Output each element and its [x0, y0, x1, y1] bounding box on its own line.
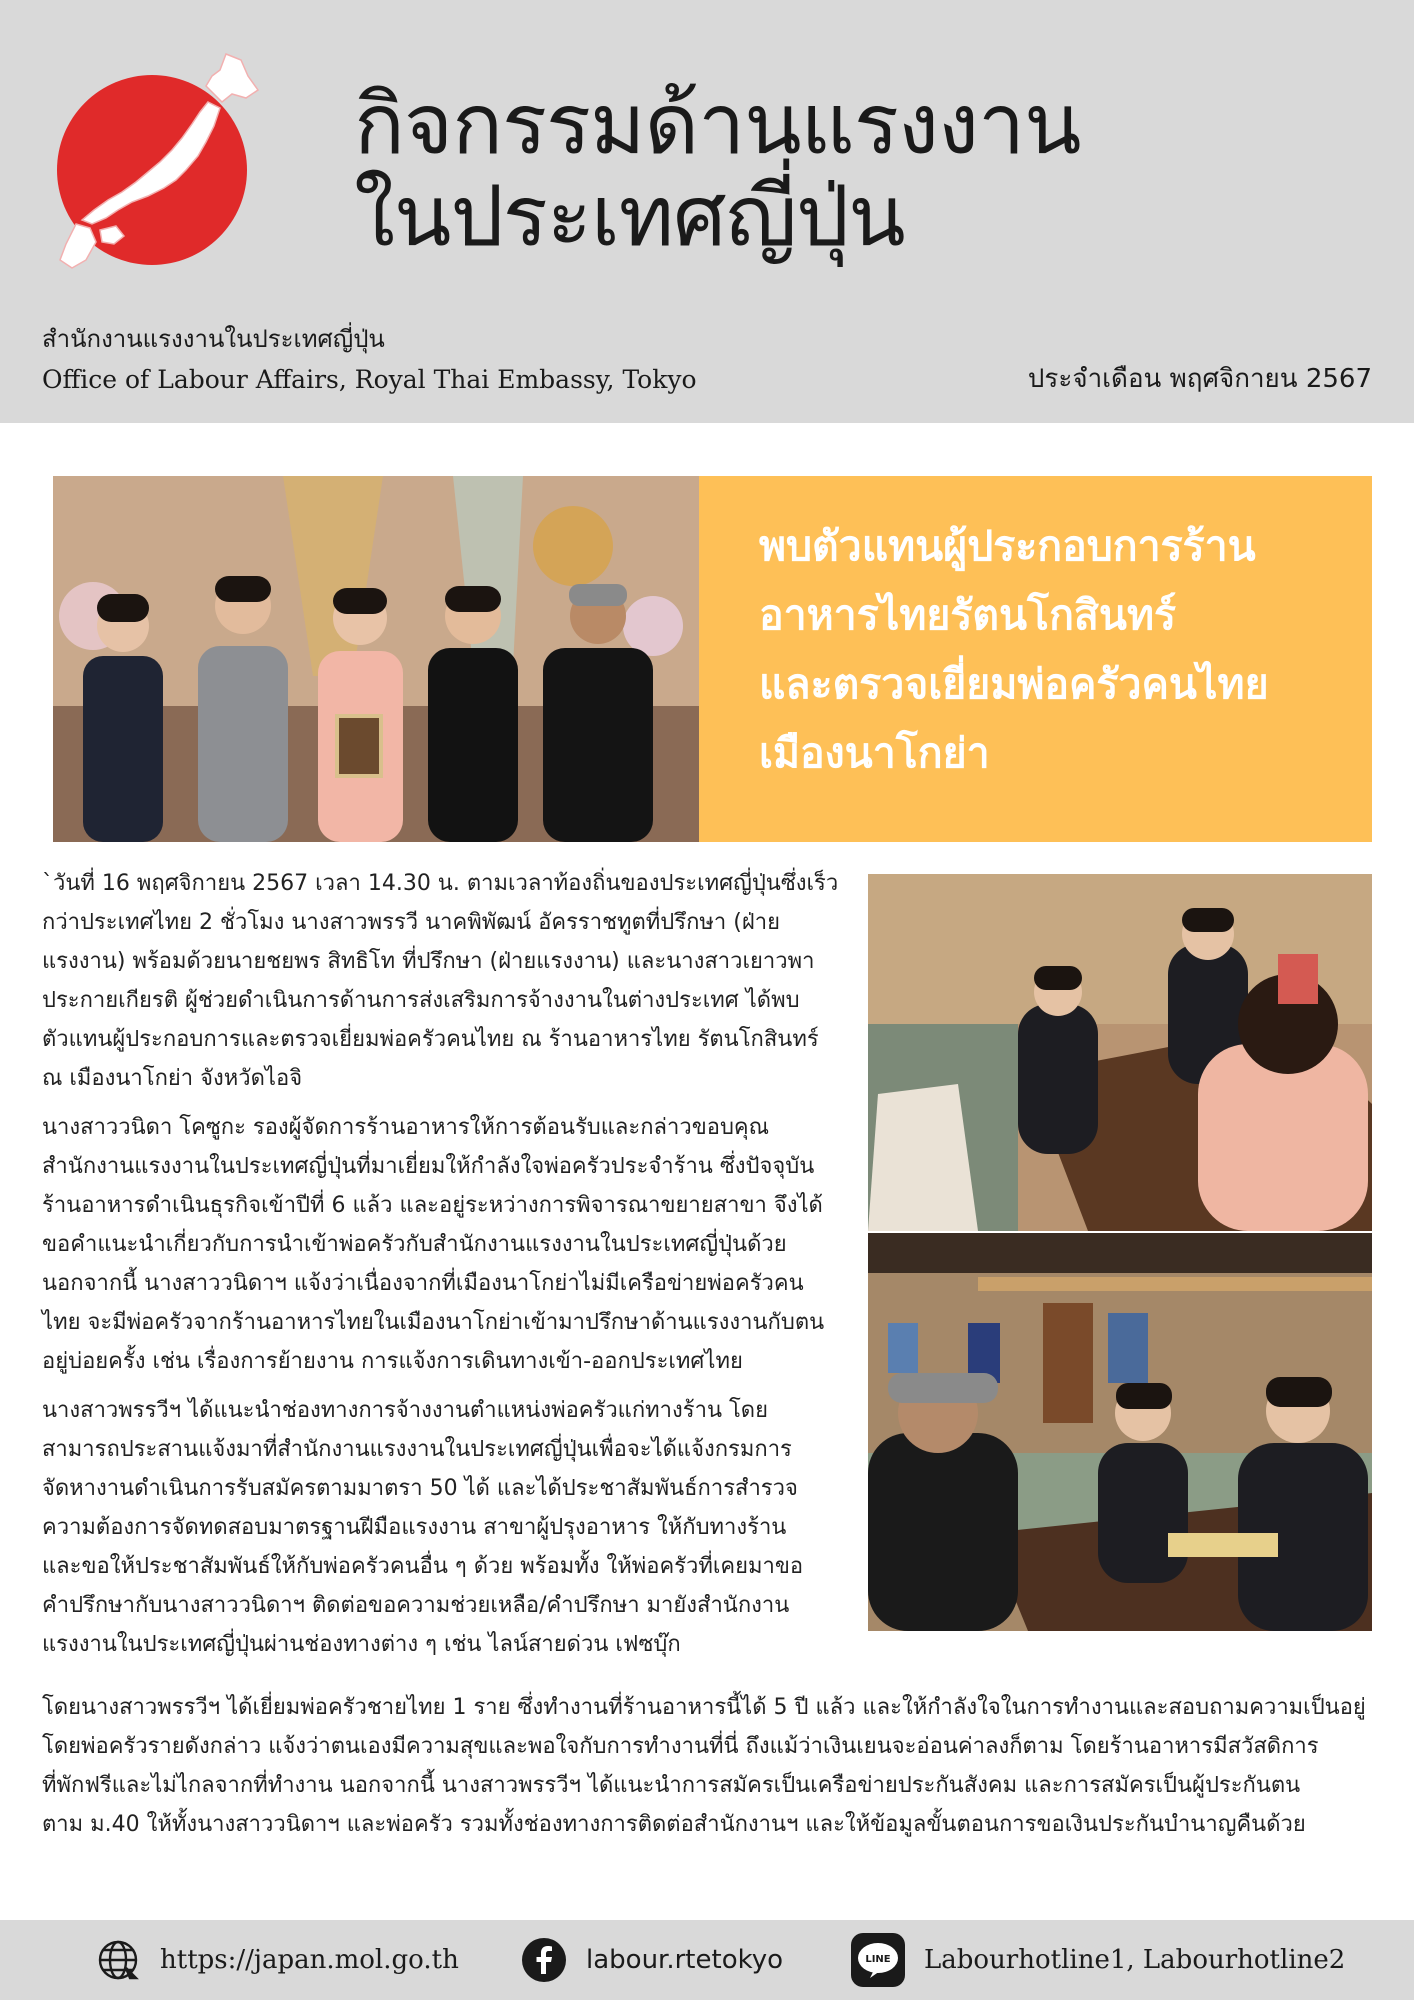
paragraph-3	[42, 1391, 842, 1664]
paragraph-4	[42, 1688, 1372, 1844]
text-line: แรงงาน) พร้อมด้วยนายชยพร สิทธิโท ที่ปรึกษา (ฝ่ายแรงงาน) และนางสาวเยาวพา	[42, 949, 815, 974]
text-line: ตัวแทนผู้ประกอบการและตรวจเยี่ยมพ่อครัวคนไทย ณ ร้านอาหารไทย รัตนโกสินทร์	[42, 1027, 819, 1052]
header	[0, 0, 1414, 423]
meeting-photo-2	[868, 1233, 1372, 1631]
japan-map-logo	[36, 46, 276, 286]
headline-line-4: เมืองนาโกย่า	[759, 729, 990, 777]
globe-icon	[94, 1936, 142, 1984]
issue-date: ประจำเดือน พฤศจิกายน 2567	[1027, 364, 1372, 394]
headline-line-1: พบตัวแทนผู้ประกอบการร้าน	[759, 522, 1256, 570]
text-line: คำปรึกษากับนางสาววนิดาฯ ติดต่อขอความช่วยเหลือ/คำปรึกษา มายังสำนักงาน	[42, 1593, 790, 1618]
text-line: นางสาววนิดา โคซูกะ รองผู้จัดการร้านอาหารให้การต้อนรับและกล่าวขอบคุณ	[42, 1115, 770, 1140]
meeting-photo-1	[868, 874, 1372, 1231]
facebook-link[interactable]: labour.rtetokyo	[586, 1945, 784, 1975]
text-line: สำนักงานแรงงานในประเทศญี่ปุ่นที่มาเยี่ยมให้กำลังใจพ่อครัวประจำร้าน ซึ่งปัจจุบัน	[42, 1154, 815, 1179]
text-line: สามารถประสานแจ้งมาที่สำนักงานแรงงานในประเทศญี่ปุ่นเพื่อจะได้แจ้งกรมการ	[42, 1437, 792, 1462]
text-line: `วันที่ 16 พฤศจิกายน 2567 เวลา 14.30 น. ตามเวลาท้องถิ่นของประเทศญี่ปุ่นซึ่งเร็ว	[42, 871, 839, 896]
paragraph-1	[42, 864, 842, 1098]
text-line: ณ เมืองนาโกย่า จังหวัดไอจิ	[42, 1066, 303, 1091]
text-line: ที่พักฟรีและไม่ไกลจากที่ทำงาน นอกจากนี้ นางสาวพรรวีฯ ได้แนะนำการสมัครเป็นเครือข่ายประกันสังคม และการสมัครเป็นผู้ประกันตน	[42, 1773, 1301, 1798]
text-line: โดยพ่อครัวรายดังกล่าว แจ้งว่าตนเองมีความสุขและพอใจกับการทำงานที่นี่ ถึงแม้ว่าเงินเยนจะอ่อนค่าลงก็ตาม โดยร้านอาหารมีสวัสดิการ	[42, 1734, 1319, 1759]
website-link[interactable]: https://japan.mol.go.th	[160, 1945, 459, 1975]
text-line: อยู่บ่อยครั้ง เช่น เรื่องการย้ายงาน การแจ้งการเดินทางเข้า-ออกประเทศไทย	[42, 1349, 743, 1374]
footer-line[interactable]	[850, 1920, 1345, 2000]
headline-line-3: และตรวจเยี่ยมพ่อครัวคนไทย	[759, 660, 1269, 708]
text-line: จัดหางานดำเนินการรับสมัครตามมาตรา 50 ได้ และได้ประชาสัมพันธ์การสำรวจ	[42, 1476, 798, 1501]
text-line: ความต้องการจัดทดสอบมาตรฐานฝีมือแรงงาน สาขาผู้ปรุงอาหาร ให้กับทางร้าน	[42, 1515, 787, 1540]
text-line: ตาม ม.40 ให้ทั้งนางสาววนิดาฯ และพ่อครัว รวมทั้งช่องทางการติดต่อสำนักงานฯ และให้ข้อมูลขั้นตอนการขอเงินประกันบำนาญคืนด้วย	[42, 1812, 1306, 1837]
text-line: ขอคำแนะนำเกี่ยวกับการนำเข้าพ่อครัวกับสำนักงานแรงงานในประเทศญี่ปุ่นด้วย	[42, 1232, 787, 1257]
text-line: และขอให้ประชาสัมพันธ์ให้กับพ่อครัวคนอื่น ๆ ด้วย พร้อมทั้ง ให้พ่อครัวที่เคยมาขอ	[42, 1554, 804, 1579]
footer	[0, 1920, 1414, 2000]
svg-text:LINE: LINE	[865, 1954, 891, 1965]
text-line: โดยนางสาวพรรวีฯ ได้เยี่ยมพ่อครัวชายไทย 1 ราย ซึ่งทำงานที่ร้านอาหารนี้ได้ 5 ปี แล้ว และให้กำลังใจในการทำงานและสอบถามความเป็นอยู่	[42, 1695, 1366, 1720]
footer-website[interactable]	[94, 1920, 459, 2000]
line-icon	[850, 1932, 906, 1988]
text-line: ร้านอาหารดำเนินธุรกิจเข้าปีที่ 6 แล้ว และอยู่ระหว่างการพิจารณาขยายสาขา จึงได้	[42, 1193, 823, 1218]
group-photo	[53, 476, 699, 842]
office-name-english: Office of Labour Affairs, Royal Thai Embassy, Tokyo	[42, 365, 697, 394]
office-name-thai: สำนักงานแรงงานในประเทศญี่ปุ่น	[42, 325, 385, 353]
headline-line-2: อาหารไทยรัตนโกสินทร์	[759, 591, 1177, 639]
paragraph-2	[42, 1108, 842, 1381]
article-body	[42, 864, 842, 1674]
facebook-icon	[520, 1936, 568, 1984]
footer-facebook[interactable]	[520, 1920, 783, 2000]
page-title	[354, 75, 1081, 265]
text-line: ประกายเกียรติ ผู้ช่วยดำเนินการด้านการส่งเสริมการจ้างงานในต่างประเทศ ได้พบ	[42, 988, 800, 1013]
line-ids[interactable]: Labourhotline1, Labourhotline2	[924, 1945, 1346, 1975]
text-line: นอกจากนี้ นางสาววนิดาฯ แจ้งว่าเนื่องจากที่เมืองนาโกย่าไม่มีเครือข่ายพ่อครัวคน	[42, 1271, 804, 1296]
text-line: แรงงานในประเทศญี่ปุ่นผ่านช่องทางต่าง ๆ เช่น ไลน์สายด่วน เฟซบุ๊ก	[42, 1632, 681, 1657]
text-line: ไทย จะมีพ่อครัวจากร้านอาหารไทยในเมืองนาโกย่าเข้ามาปรึกษาด้านแรงงานกับตน	[42, 1310, 825, 1335]
headline	[759, 512, 1349, 788]
text-line: กว่าประเทศไทย 2 ชั่วโมง นางสาวพรรวี นาคพิพัฒน์ อัครราชทูตที่ปรึกษา (ฝ่าย	[42, 910, 780, 935]
text-line: นางสาวพรรวีฯ ได้แนะนำช่องทางการจ้างงานตำแหน่งพ่อครัวแก่ทางร้าน โดย	[42, 1398, 768, 1423]
title-line-2: ในประเทศญี่ปุ่น	[354, 167, 905, 265]
title-line-1: กิจกรรมด้านแรงงาน	[354, 75, 1081, 173]
